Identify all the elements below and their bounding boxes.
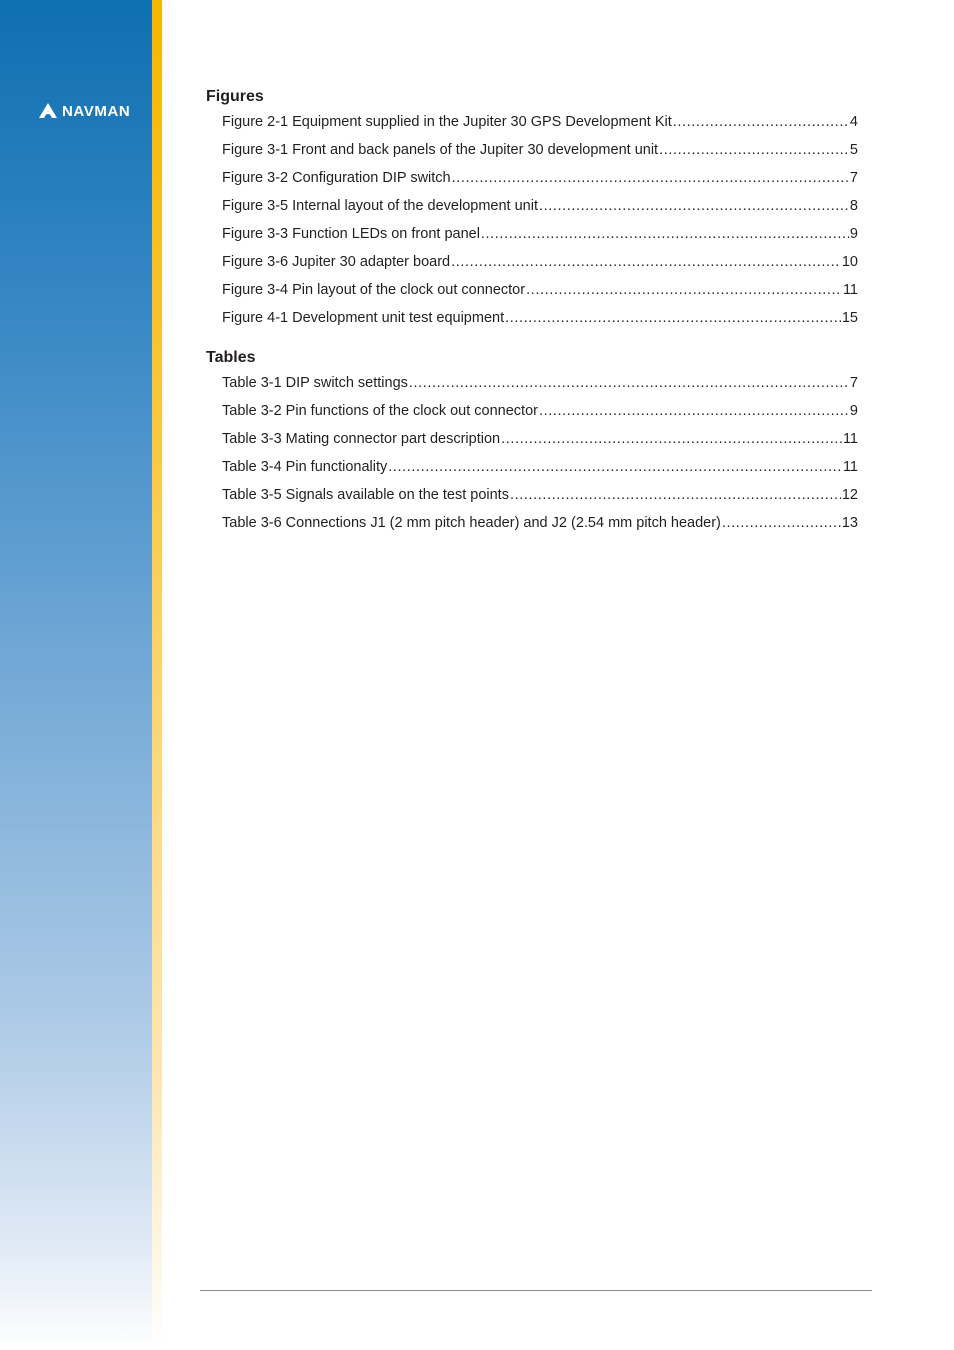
logo-text: NAVMAN <box>62 102 131 120</box>
toc-entry[interactable] <box>222 481 858 509</box>
toc-entry[interactable] <box>222 108 858 136</box>
toc-entry-page: 12 <box>841 487 858 503</box>
toc-entry[interactable] <box>222 453 858 481</box>
toc-entry-page: 10 <box>841 254 858 270</box>
toc-entry[interactable] <box>222 220 858 248</box>
dot-leader <box>481 220 849 248</box>
toc-entry[interactable] <box>222 276 858 304</box>
toc-entry-label: Table 3-5 Signals available on the test points <box>222 487 509 503</box>
toc-entry[interactable] <box>222 248 858 276</box>
toc-entry-label: Figure 4-1 Development unit test equipment <box>222 310 505 326</box>
toc-entry-page: 7 <box>849 375 858 391</box>
figures-list <box>222 108 858 332</box>
dot-leader <box>388 453 842 481</box>
navman-logo-icon <box>38 102 58 120</box>
toc-entry[interactable] <box>222 192 858 220</box>
toc-entry[interactable] <box>222 369 858 397</box>
toc-entry-label: Figure 3-3 Function LEDs on front panel <box>222 226 480 242</box>
toc-entry-label: Table 3-1 DIP switch settings <box>222 375 408 391</box>
toc-entry-page: 11 <box>842 431 858 447</box>
dot-leader <box>539 192 849 220</box>
toc-entry-page: 13 <box>841 515 858 531</box>
accent-strip <box>152 0 162 1350</box>
toc-entry-page: 11 <box>842 282 858 298</box>
dot-leader <box>505 304 841 332</box>
toc-entry-label: Figure 3-2 Configuration DIP switch <box>222 170 451 186</box>
dot-leader <box>539 397 849 425</box>
dot-leader <box>722 509 841 537</box>
dot-leader <box>510 481 841 509</box>
toc-entry-page: 5 <box>849 142 858 158</box>
toc-entry[interactable] <box>222 397 858 425</box>
toc-entry-label: Figure 2-1 Equipment supplied in the Jupiter 30 GPS Development Kit <box>222 114 672 130</box>
toc-entry[interactable] <box>222 304 858 332</box>
toc-entry[interactable] <box>222 164 858 192</box>
toc-entry-page: 15 <box>841 310 858 326</box>
toc-entry-page: 7 <box>849 170 858 186</box>
dot-leader <box>501 425 842 453</box>
toc-content <box>206 86 858 537</box>
toc-entry-label: Figure 3-1 Front and back panels of the Jupiter 30 development unit <box>222 142 659 158</box>
toc-entry-page: 8 <box>849 198 858 214</box>
toc-entry[interactable] <box>222 425 858 453</box>
dot-leader <box>673 108 849 136</box>
toc-entry-label: Figure 3-4 Pin layout of the clock out connector <box>222 282 526 298</box>
dot-leader <box>451 248 841 276</box>
dot-leader <box>526 276 842 304</box>
dot-leader <box>409 369 849 397</box>
toc-entry-label: Figure 3-6 Jupiter 30 adapter board <box>222 254 451 270</box>
toc-entry-label: Table 3-6 Connections J1 (2 mm pitch header) and J2 (2.54 mm pitch header) <box>222 515 721 531</box>
toc-entry-label: Figure 3-5 Internal layout of the development unit <box>222 198 538 214</box>
dot-leader <box>659 136 849 164</box>
toc-entry-label: Table 3-4 Pin functionality <box>222 459 388 475</box>
toc-entry-page: 9 <box>849 226 858 242</box>
navman-logo <box>38 101 130 121</box>
tables-heading: Tables <box>206 349 256 366</box>
footer-divider <box>200 1290 872 1291</box>
toc-entry-page: 11 <box>842 459 858 475</box>
figures-heading: Figures <box>206 88 264 105</box>
dot-leader <box>452 164 849 192</box>
tables-list <box>222 369 858 537</box>
toc-entry-page: 9 <box>849 403 858 419</box>
toc-entry-page: 4 <box>849 114 858 130</box>
toc-entry[interactable] <box>222 509 858 537</box>
toc-entry-label: Table 3-3 Mating connector part description <box>222 431 501 447</box>
sidebar-gradient <box>0 0 152 1350</box>
toc-entry[interactable] <box>222 136 858 164</box>
section-spacer <box>206 332 858 347</box>
toc-entry-label: Table 3-2 Pin functions of the clock out connector <box>222 403 538 419</box>
